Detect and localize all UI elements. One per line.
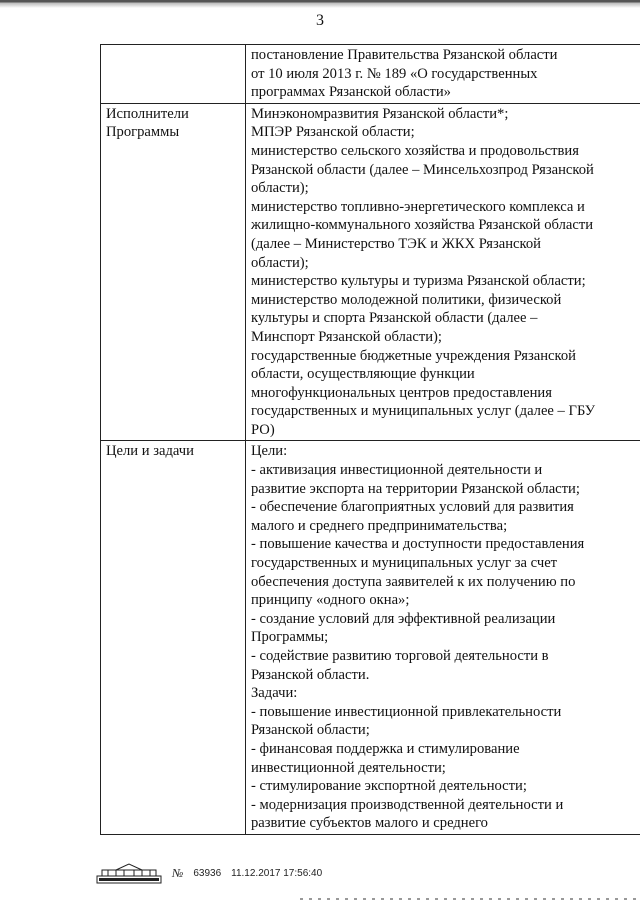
table-row — [101, 45, 640, 104]
row-content-line: обеспечения доступа заявителей к их получению по — [251, 573, 576, 590]
row-content-line: Минэкономразвития Рязанской области*; — [251, 105, 509, 122]
row-content-line: МПЭР Рязанской области; — [251, 124, 415, 141]
row-content-line: - модернизация производственной деятельности и — [251, 796, 564, 813]
row-content-line: министерство топливно-энергетического комплекса и — [251, 198, 585, 215]
row-content-line: области); — [251, 254, 309, 271]
row-label-line: Исполнители — [106, 105, 189, 122]
scan-edge-top — [0, 0, 640, 8]
row-content-line: Рязанской области; — [251, 722, 370, 739]
document-timestamp: 11.12.2017 17:56:40 — [231, 867, 323, 879]
row-content-line: - финансовая поддержка и стимулирование — [251, 740, 520, 757]
row-content-line: Минспорт Рязанской области); — [251, 328, 442, 345]
row-content-line: от 10 июля 2013 г. № 189 «О государственных — [251, 65, 538, 82]
row-content-line: области, осуществляющие функции — [251, 366, 475, 383]
row-content-line: - активизация инвестиционной деятельности и — [251, 462, 543, 479]
row-content-line: (далее – Министерство ТЭК и ЖКХ Рязанской — [251, 235, 541, 252]
row-content-line: министерство сельского хозяйства и продовольствия — [251, 142, 579, 159]
row-content-cell — [246, 441, 640, 834]
row-content-line: Цели: — [251, 443, 288, 460]
row-content-line: культуры и спорта Рязанской области (далее – — [251, 310, 538, 327]
row-content-line: Задачи: — [251, 685, 298, 702]
row-content-line: - повышение инвестиционной привлекательности — [251, 703, 562, 720]
row-content-line: развитие субъектов малого и среднего — [251, 815, 488, 832]
registry-emblem-icon — [96, 862, 162, 884]
row-content-line: РО) — [251, 421, 275, 438]
page-number: 3 — [316, 12, 324, 29]
row-content-cell — [246, 103, 640, 441]
scan-edge-bottom — [300, 898, 640, 900]
row-content-line: малого и среднего предпринимательства; — [251, 517, 508, 534]
row-content-line: постановление Правительства Рязанской области — [251, 47, 558, 63]
row-content-line: - повышение качества и доступности предоставления — [251, 536, 585, 553]
row-content-line: государственные бюджетные учреждения Рязанской — [251, 347, 576, 364]
row-content-cell — [246, 45, 640, 104]
row-label-cell — [101, 45, 246, 104]
row-content-line: государственных и муниципальных услуг за счет — [251, 555, 558, 572]
row-content-line: развитие экспорта на территории Рязанской области; — [251, 480, 580, 497]
row-content-line: жилищно-коммунального хозяйства Рязанской области — [251, 217, 594, 234]
program-passport-table — [100, 44, 640, 835]
document-id: 63936 — [193, 867, 222, 879]
row-content-line: многофункциональных центров предоставления — [251, 384, 552, 401]
row-content-line: принципу «одного окна»; — [251, 592, 410, 609]
document-footer — [96, 862, 322, 884]
row-content-line: области); — [251, 180, 309, 197]
row-content-line: - стимулирование экспортной деятельности; — [251, 778, 527, 795]
row-content-line: Рязанской области. — [251, 666, 370, 683]
row-content-line: государственных и муниципальных услуг (далее – ГБУ — [251, 403, 596, 420]
row-content-line: министерство культуры и туризма Рязанской области; — [251, 273, 586, 290]
stamp-mark: № — [172, 865, 184, 880]
row-content-line: Рязанской области (далее – Минсельхозпрод Рязанской — [251, 161, 594, 178]
row-label-cell — [101, 441, 246, 834]
row-content-line: министерство молодежной политики, физической — [251, 291, 562, 308]
row-content-line: - содействие развитию торговой деятельности в — [251, 648, 549, 664]
row-content-line: программах Рязанской области» — [251, 84, 451, 101]
row-content-line: - обеспечение благоприятных условий для развития — [251, 499, 574, 516]
row-content-line: - создание условий для эффективной реализации — [251, 610, 556, 627]
row-label-line: Цели и задачи — [106, 443, 194, 460]
table-row — [101, 103, 640, 441]
row-label-cell — [101, 103, 246, 441]
row-content-line: инвестиционной деятельности; — [251, 759, 446, 776]
table-row — [101, 441, 640, 834]
row-content-line: Программы; — [251, 629, 329, 646]
row-label-line: Программы — [106, 124, 180, 141]
